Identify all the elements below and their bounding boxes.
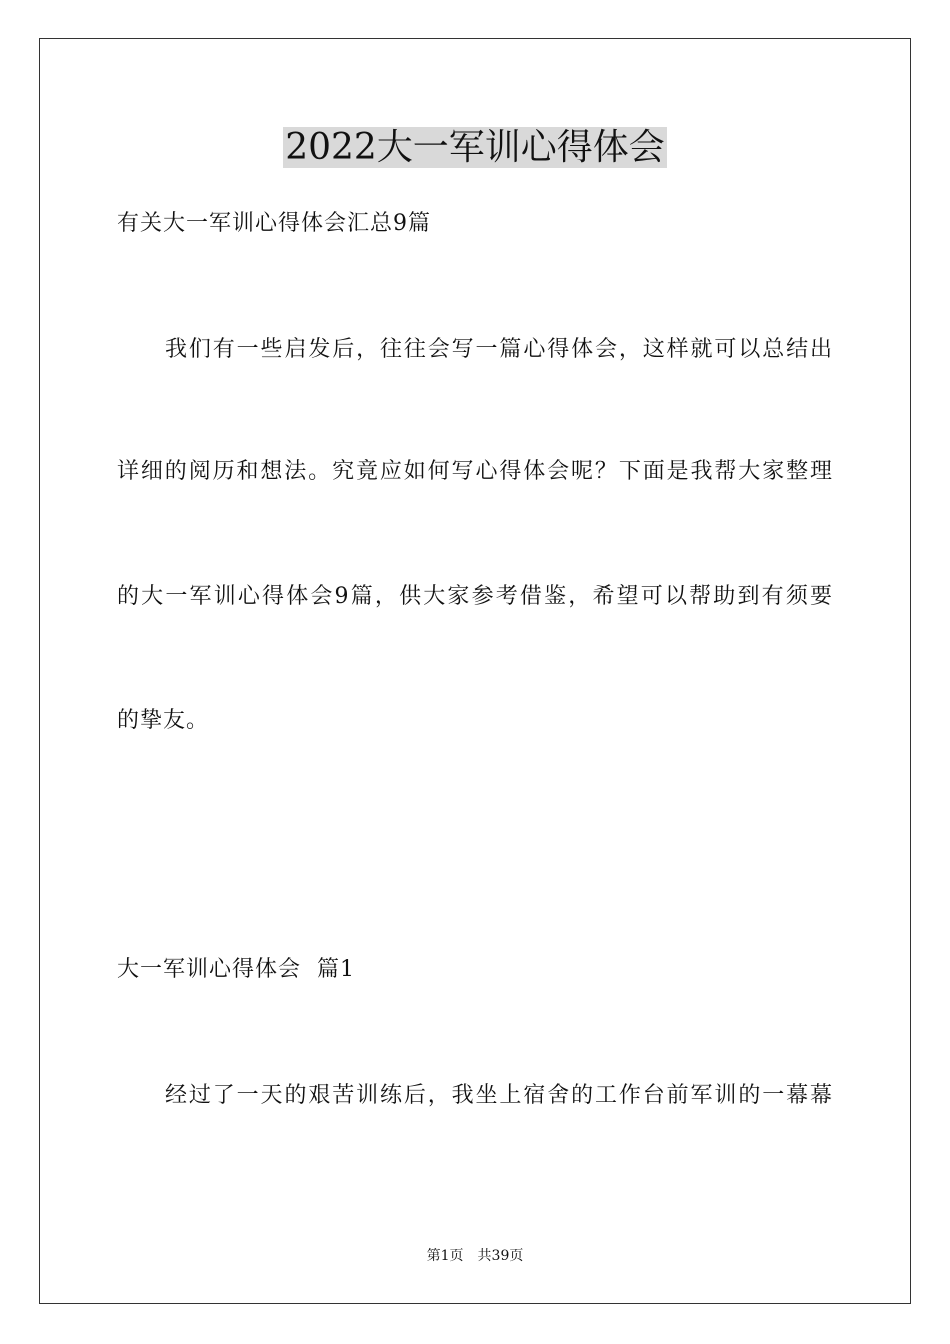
page-total: 共39页 xyxy=(477,1248,524,1264)
document-subtitle: 有关大一军训心得体会汇总9篇 xyxy=(117,211,431,236)
intro-line-3: 的大一军训心得体会9篇，供大家参考借鉴，希望可以帮助到有须要 xyxy=(117,584,833,609)
page-footer xyxy=(0,1246,950,1266)
document-title-text: 2022大一军训心得体会 xyxy=(285,127,665,168)
intro-line-4: 的挚友。 xyxy=(117,708,210,733)
intro-line-2: 详细的阅历和想法。究竟应如何写心得体会呢？下面是我帮大家整理 xyxy=(117,459,833,484)
page-number: 第1页 xyxy=(426,1248,464,1264)
section-paragraph-line-1: 经过了一天的艰苦训练后，我坐上宿舍的工作台前军训的一幕幕 xyxy=(165,1083,833,1108)
document-title xyxy=(0,122,950,174)
intro-line-1: 我们有一些启发后，往往会写一篇心得体会，这样就可以总结出 xyxy=(165,337,833,362)
section-heading: 大一军训心得体会 篇1 xyxy=(117,957,355,982)
